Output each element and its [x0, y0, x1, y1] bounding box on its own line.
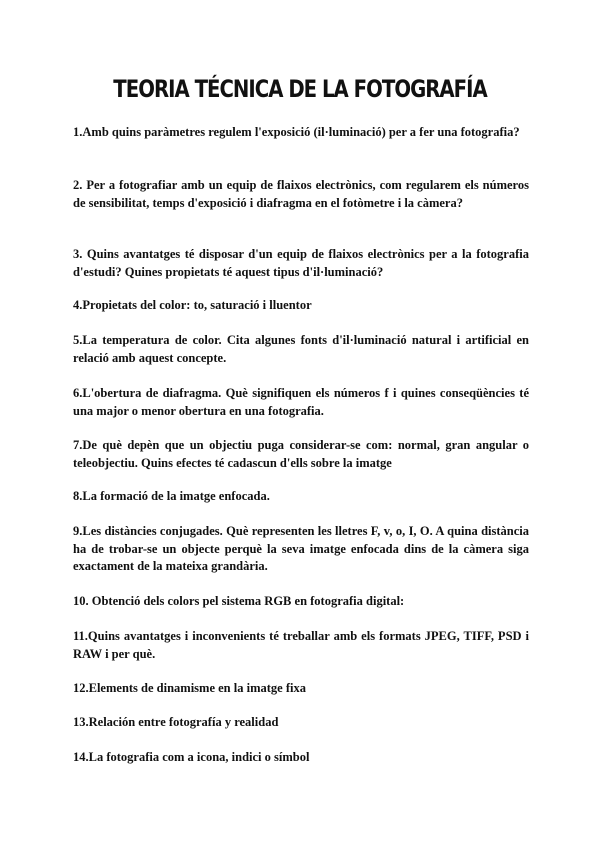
question-6: 6.L'obertura de diafragma. Què signifiquen els números f i quines conseqüències té una major o menor obertura en una fotografia. — [73, 386, 529, 418]
question-12: 12.Elements de dinamisme en la imatge fixa — [73, 681, 306, 695]
question-5: 5.La temperatura de color. Cita algunes fonts d'il·luminació natural i artificial en relació amb aquest concepte. — [73, 333, 529, 365]
question-3: 3. Quins avantatges té disposar d'un equip de flaixos electrònics per a la fotografia d'estudi? Quines propietats té aquest tipus d'il·luminació? — [73, 247, 529, 279]
question-4: 4.Propietats del color: to, saturació i lluentor — [73, 298, 312, 312]
question-14: 14.La fotografia com a icona, indici o símbol — [73, 750, 310, 764]
question-10: 10. Obtenció dels colors pel sistema RGB en fotografia digital: — [73, 594, 405, 608]
question-9: 9.Les distàncies conjugades. Què representen les lletres F, v, o, I, O. A quina distància ha de trobar-se un objecte perquè la seva imatge enfocada dins de la càmera siga exactament de la mateixa grandària. — [73, 524, 529, 573]
question-1: 1.Amb quins paràmetres regulem l'exposició (il·luminació) per a fer una fotografia? — [73, 125, 520, 139]
document-title: TEORIA TÉCNICA DE LA FOTOGRAFÍA — [113, 75, 487, 103]
question-8: 8.La formació de la imatge enfocada. — [73, 489, 270, 503]
question-11: 11.Quins avantatges i inconvenients té treballar amb els formats JPEG, TIFF, PSD i RAW i per què. — [73, 629, 529, 661]
question-13: 13.Relación entre fotografía y realidad — [73, 715, 279, 729]
question-7: 7.De què depèn que un objectiu puga considerar-se com: normal, gran angular o teleobjectiu. Quins efectes té cadascun d'ells sobre la imatge — [73, 438, 529, 470]
question-2: 2. Per a fotografiar amb un equip de flaixos electrònics, com regularem els números de sensibilitat, temps d'exposició i diafragma en el fotòmetre i la càmera? — [73, 178, 529, 210]
